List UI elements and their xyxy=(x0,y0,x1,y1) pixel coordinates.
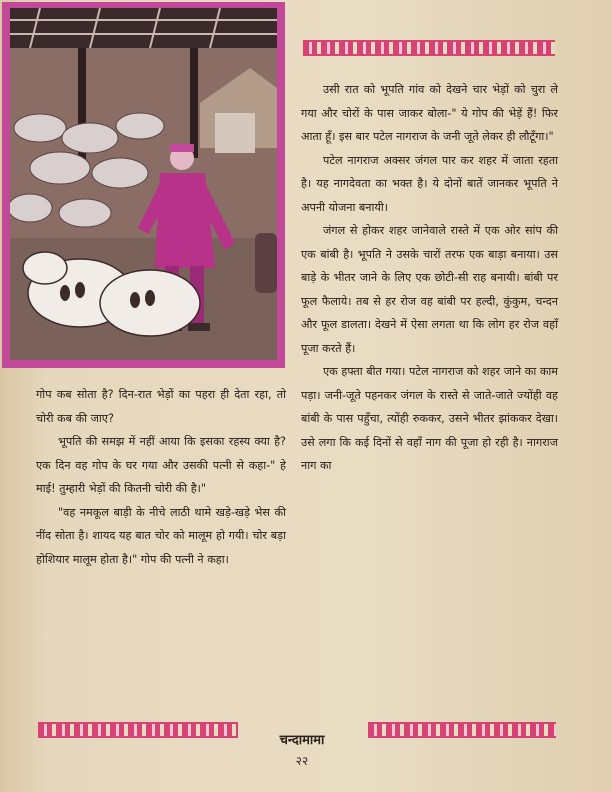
paragraph: जंगल से होकर शहर जानेवाले रास्ते में एक ओर सांप की एक बांबी है। भूपति ने उसके चारों तरफ एक बाड़ा बनाया। उस बाड़े के भीतर जाने के लिए एक छोटी-सी राह बनायी। बांबी पर फूल फैलाये। तब से हर रोज वह बांबी पर हल्दी, कुंकुम, चन्दन और फूल डालता। देखने में ऐसा लगता था कि लोग हर रोज वहाँ पूजा करते हैं। xyxy=(301,224,558,355)
page-number: २२ xyxy=(295,754,309,768)
decorative-band-bottom-right xyxy=(368,722,556,738)
paragraph: भूपति की समझ में नहीं आया कि इसका रहस्य क्या है? एक दिन वह गोप के घर गया और उसकी पत्नी से कहा-" हे माई! तुम्हारी भेड़ों की कितनी चोरी की है।" xyxy=(36,435,286,495)
sheep-pen-illustration xyxy=(10,8,277,360)
left-column-text xyxy=(36,383,286,571)
decorative-band-top-right xyxy=(303,40,555,56)
decorative-band-bottom-left xyxy=(38,722,238,738)
illustration-shepherd-with-sheep xyxy=(2,2,285,368)
paragraph: एक हफ्ता बीत गया। पटेल नागराज को शहर जाने का काम पड़ा। जनी-जूते पहनकर जंगल के रास्ते से जाते-जाते ज्योंही वह बांबी के पास पहुँचा, त्योंही रुककर, उसने भीतर झांककर देखा। उसे लगा कि कई दिनों से वहाँ नाग की पूजा हो रही है। नागराज नाग का xyxy=(301,365,558,472)
paragraph: "वह नमकूल बाड़ी के नीचे लाठी थामे खड़े-खड़े भेस की नींद सोता है। शायद यह बात चोर को मालूम हो गयी। चोर बड़ा होशियार मालूम होता है।" गोप की पत्नी ने कहा। xyxy=(36,505,286,566)
paragraph: पटेल नागराज अक्सर जंगल पार कर शहर में जाता रहता है। यह नागदेवता का भक्त है। ये दोनों बातें जानकर भूपति ने अपनी योजना बनायी। xyxy=(301,153,558,214)
paragraph: गोप कब सोता है? दिन-रात भेड़ों का पहरा ही देता रहा, तो चोरी कब की जाए? xyxy=(36,388,286,425)
paragraph: उसी रात को भूपति गांव को देखने चार भेड़ों को चुरा ले गया और चोरों के पास जाकर बोला-" ये गोप की भेड़ें हैं! फिर आता हूँ। इस बार पटेल नागराज के जनी जूते लेकर ही लौटूँगा।" xyxy=(301,83,558,143)
right-column-text xyxy=(301,78,558,478)
magazine-name: चन्दामामा xyxy=(279,733,325,748)
